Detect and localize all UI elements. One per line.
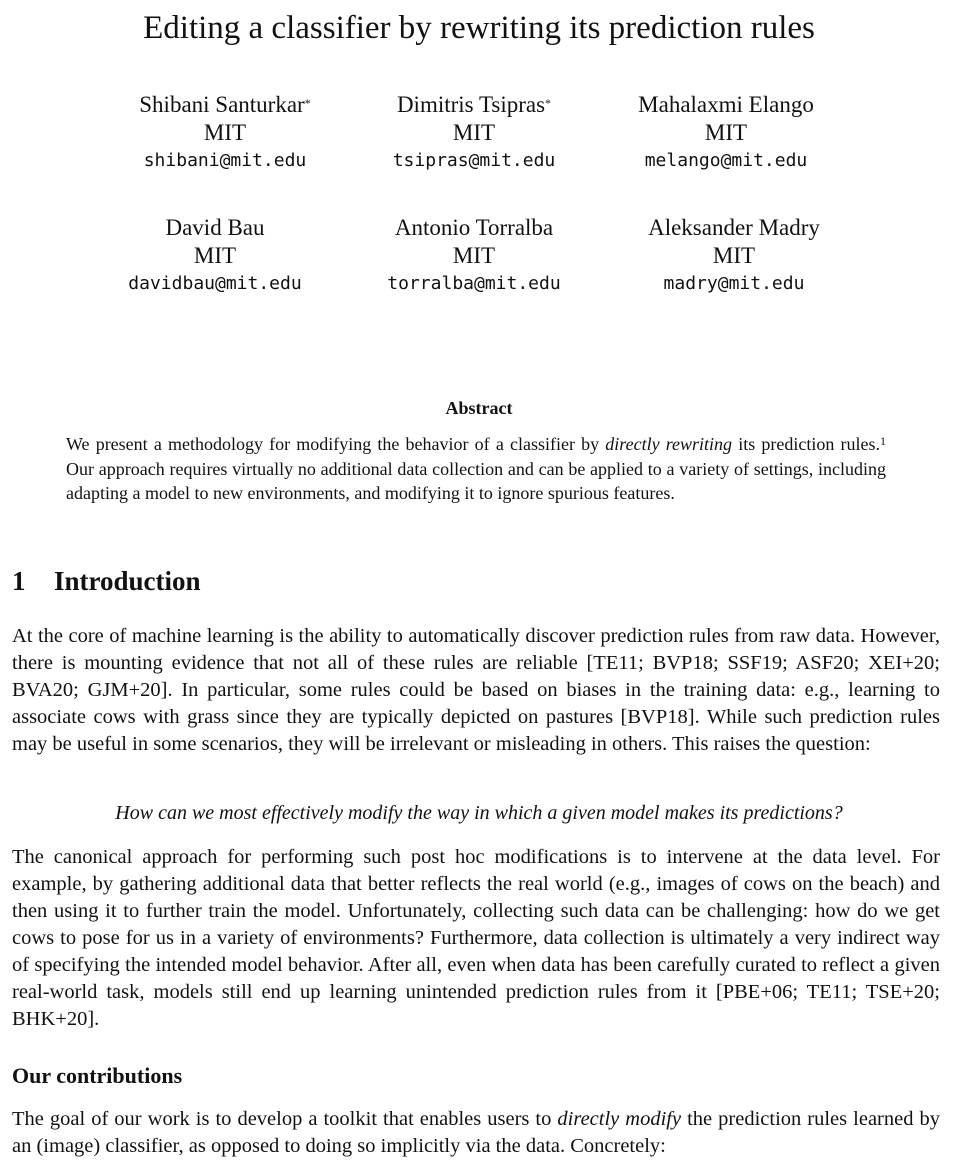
- abstract-text: We present a methodology for modifying the behavior of a classifier by directly rewriting its prediction rules.$^1$ Our approach requires virtually no additional data collection and can be applied to a variety of settings, including adapting a model to new environments, and modifying it to ignore spurious features.: [66, 434, 886, 503]
- author-email: torralba@mit.edu: [387, 273, 561, 294]
- author-email: davidbau@mit.edu: [128, 273, 302, 294]
- contributions-emphasis: directly modify: [557, 1108, 682, 1130]
- author-email: madry@mit.edu: [663, 273, 805, 294]
- author-email: shibani@mit.edu: [143, 150, 307, 171]
- author-name: Mahalaxmi Elango: [638, 92, 814, 117]
- section-number: 1: [12, 566, 26, 596]
- author-name: Dimitris Tsipras*: [396, 92, 552, 117]
- author-name: David Bau: [165, 215, 265, 240]
- section-heading: [12, 566, 201, 597]
- author-affiliation: MIT: [193, 243, 237, 268]
- author-affiliation: MIT: [704, 120, 748, 145]
- paper-title: Editing a classifier by rewriting its prediction rules: [143, 10, 815, 46]
- author-affiliation: MIT: [203, 120, 247, 145]
- subsection-heading: Our contributions: [12, 1063, 183, 1088]
- intro-paragraph-1: At the core of machine learning is the ability to automatically discover prediction rules from raw data. However, there is mounting evidence that not all of these rules are reliable [TE11; BVP18; SSF19; ASF20; XEI+20; BVA20; GJM+20]. In particular, some rules could be based on biases in the training data: e.g., learning to associate cows with grass since they are typically depicted on pastures [BVP18]. While such prediction rules may be useful in some scenarios, they will be irrelevant or misleading in others. This raises the question:: [12, 625, 940, 755]
- footnote-mark: 1: [880, 434, 886, 448]
- author-block: [334, 214, 614, 298]
- contributions-paragraph: The goal of our work is to develop a toolkit that enables users to directly modify the prediction rules learned by an (image) classifier, as opposed to doing so implicitly via the data. Concretely:: [12, 1108, 940, 1157]
- research-question: How can we most effectively modify the way in which a given model makes its predictions?: [115, 802, 843, 824]
- author-block: [586, 91, 866, 175]
- author-block: [75, 214, 355, 298]
- abstract-heading: Abstract: [445, 398, 513, 418]
- author-email: tsipras@mit.edu: [392, 150, 556, 171]
- author-affiliation: MIT: [452, 243, 496, 268]
- author-email: melango@mit.edu: [644, 150, 808, 171]
- author-affiliation: MIT: [452, 120, 496, 145]
- section-title: Introduction: [54, 566, 201, 596]
- author-name: Shibani Santurkar*: [139, 92, 311, 117]
- author-name: Aleksander Madry: [648, 215, 820, 240]
- author-name: Antonio Torralba: [394, 215, 554, 240]
- author-block: [334, 91, 614, 175]
- intro-paragraph-2: The canonical approach for performing such post hoc modifications is to intervene at the data level. For example, by gathering additional data that better reflects the real world (e.g., images of cows on the beach) and then using it to further train the model. Unfortunately, collecting such data can be challenging: how do we get cows to pose for us in a variety of environments? Furthermore, data collection is ultimately a very indirect way of specifying the intended model behavior. After all, even when data has been carefully curated to reflect a given real-world task, models still end up learning unintended prediction rules from it [PBE+06; TE11; TSE+20; BHK+20].: [12, 846, 940, 1030]
- author-block: [594, 214, 874, 298]
- abstract-emphasis: directly rewriting: [605, 434, 733, 454]
- author-affiliation: MIT: [712, 243, 756, 268]
- author-block: [85, 91, 365, 175]
